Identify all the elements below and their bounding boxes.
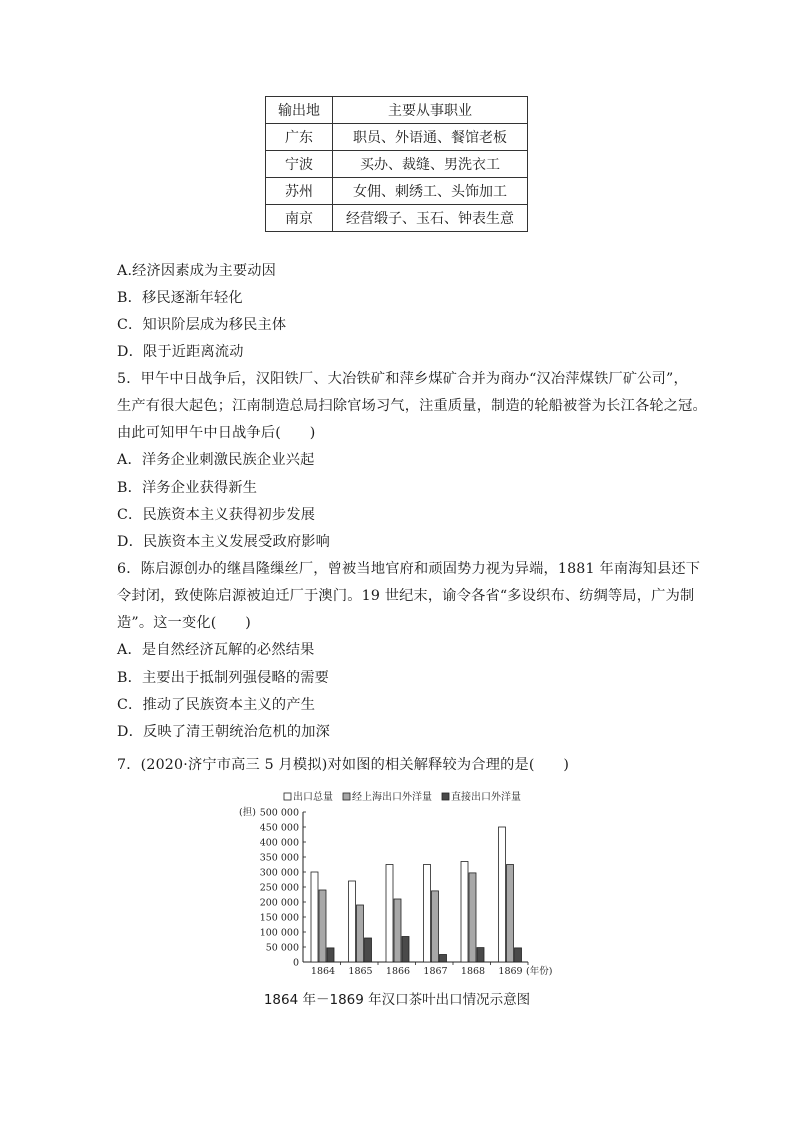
table-cell: 广东 bbox=[266, 124, 333, 151]
q7-stem: 7．(2020·济宁市高三 5 月模拟)对如图的相关解释较为合理的是( ) bbox=[117, 757, 570, 773]
q6-option-d: D．反映了清王朝统治危机的加深 bbox=[117, 724, 331, 740]
table-cell: 苏州 bbox=[266, 178, 333, 205]
q6-option-c: C．推动了民族资本主义的产生 bbox=[117, 697, 316, 713]
y-tick-label: 200 000 bbox=[259, 897, 299, 909]
table-cell: 南京 bbox=[266, 205, 333, 232]
q5-stem-line2: 生产有很大起色；江南制造总局扫除官场习气，注重质量，制造的轮船被誉为长江各轮之冠。 bbox=[117, 398, 707, 414]
x-tick-label: 1865 bbox=[348, 966, 373, 977]
x-axis-unit: (年份) bbox=[526, 966, 553, 977]
x-tick-label: 1866 bbox=[385, 966, 411, 977]
tea-export-bar-chart bbox=[230, 784, 570, 980]
legend-swatch-0 bbox=[284, 793, 291, 800]
bar-经上海出口外洋量-1868 bbox=[469, 873, 476, 962]
bar-直接出口外洋量-1868 bbox=[477, 948, 484, 962]
y-tick-label: 100 000 bbox=[259, 927, 299, 939]
table-cell: 经营缎子、玉石、钟表生意 bbox=[333, 205, 528, 232]
table-cell: 宁波 bbox=[266, 151, 333, 178]
legend-swatch-2 bbox=[442, 793, 449, 800]
migration-occupation-table bbox=[265, 96, 528, 232]
y-tick-label: 350 000 bbox=[259, 852, 299, 864]
bar-出口总量-1866 bbox=[386, 865, 393, 963]
q5-option-c: C．民族资本主义获得初步发展 bbox=[117, 507, 316, 523]
q6-stem-line2: 令封闭，致使陈启源被迫迁厂于澳门。19 世纪末，谕令各省“多设织布、纺绸等局，广为制 bbox=[117, 588, 695, 604]
table-cell: 买办、裁缝、男洗衣工 bbox=[333, 151, 528, 178]
bar-经上海出口外洋量-1864 bbox=[319, 890, 326, 962]
table-cell: 职员、外语通、餐馆老板 bbox=[333, 124, 528, 151]
legend-label-2: 直接出口外洋量 bbox=[451, 792, 521, 803]
q5-option-b: B．洋务企业获得新生 bbox=[117, 480, 258, 496]
table-header-cell: 主要从事职业 bbox=[333, 97, 528, 124]
bar-经上海出口外洋量-1866 bbox=[394, 899, 401, 962]
y-tick-label: 500 000 bbox=[259, 807, 299, 819]
bar-出口总量-1865 bbox=[349, 881, 356, 962]
legend-label-1: 经上海出口外洋量 bbox=[352, 792, 432, 803]
table-header-row bbox=[266, 97, 528, 124]
q6-stem-line1: 6．陈启源创办的继昌隆缫丝厂，曾被当地官府和顽固势力视为异端，1881 年南海知县还下 bbox=[117, 561, 701, 577]
table-row bbox=[266, 151, 528, 178]
x-tick-label: 1867 bbox=[423, 966, 448, 977]
table-cell: 女佣、刺绣工、头饰加工 bbox=[333, 178, 528, 205]
table-row bbox=[266, 205, 528, 232]
y-tick-label: 0 bbox=[292, 957, 299, 969]
bar-直接出口外洋量-1869 bbox=[515, 948, 522, 962]
bar-直接出口外洋量-1867 bbox=[440, 955, 447, 963]
table-row bbox=[266, 178, 528, 205]
y-tick-label: 150 000 bbox=[259, 912, 299, 924]
bar-经上海出口外洋量-1865 bbox=[357, 905, 364, 962]
y-tick-label: 450 000 bbox=[259, 822, 299, 834]
q6-stem-line3: 造”。这一变化( ) bbox=[117, 615, 252, 631]
bar-出口总量-1869 bbox=[499, 827, 506, 962]
bar-出口总量-1864 bbox=[311, 872, 318, 962]
legend-label-0: 出口总量 bbox=[293, 792, 333, 803]
bar-出口总量-1867 bbox=[424, 865, 431, 963]
q5-stem-line3: 由此可知甲午中日战争后( ) bbox=[117, 425, 316, 441]
q5-stem-line1: 5．甲午中日战争后，汉阳铁厂、大冶铁矿和萍乡煤矿合并为商办“汉冶萍煤铁厂矿公司”， bbox=[117, 371, 688, 387]
bar-出口总量-1868 bbox=[461, 862, 468, 963]
y-tick-label: 400 000 bbox=[259, 837, 299, 849]
bar-直接出口外洋量-1864 bbox=[327, 948, 334, 962]
chart-caption: 1864 年－1869 年汉口茶叶出口情况示意图 bbox=[263, 992, 531, 1008]
bar-经上海出口外洋量-1869 bbox=[507, 865, 514, 963]
x-tick-label: 1868 bbox=[460, 966, 486, 977]
y-tick-label: 50 000 bbox=[265, 942, 299, 954]
table-row bbox=[266, 124, 528, 151]
q4-option-a: A.经济因素成为主要动因 bbox=[117, 263, 277, 279]
q6-option-b: B．主要出于抵制列强侵略的需要 bbox=[117, 670, 330, 686]
bar-直接出口外洋量-1866 bbox=[402, 937, 409, 963]
y-axis-unit: (担) bbox=[239, 807, 256, 818]
q6-option-a: A．是自然经济瓦解的必然结果 bbox=[117, 642, 315, 658]
q4-option-c: C．知识阶层成为移民主体 bbox=[117, 317, 287, 333]
bar-经上海出口外洋量-1867 bbox=[432, 891, 439, 962]
q5-option-d: D．民族资本主义发展受政府影响 bbox=[117, 534, 331, 550]
legend-swatch-1 bbox=[343, 793, 350, 800]
bar-直接出口外洋量-1865 bbox=[365, 938, 372, 962]
table-header-cell: 输出地 bbox=[266, 97, 333, 124]
x-tick-label: 1864 bbox=[310, 966, 336, 977]
y-tick-label: 300 000 bbox=[259, 867, 299, 879]
y-tick-label: 250 000 bbox=[259, 882, 299, 894]
q4-option-d: D．限于近距离流动 bbox=[117, 344, 244, 360]
q4-option-b: B．移民逐渐年轻化 bbox=[117, 290, 243, 306]
x-tick-label: 1869 bbox=[498, 966, 523, 977]
q5-option-a: A．洋务企业刺激民族企业兴起 bbox=[117, 452, 315, 468]
